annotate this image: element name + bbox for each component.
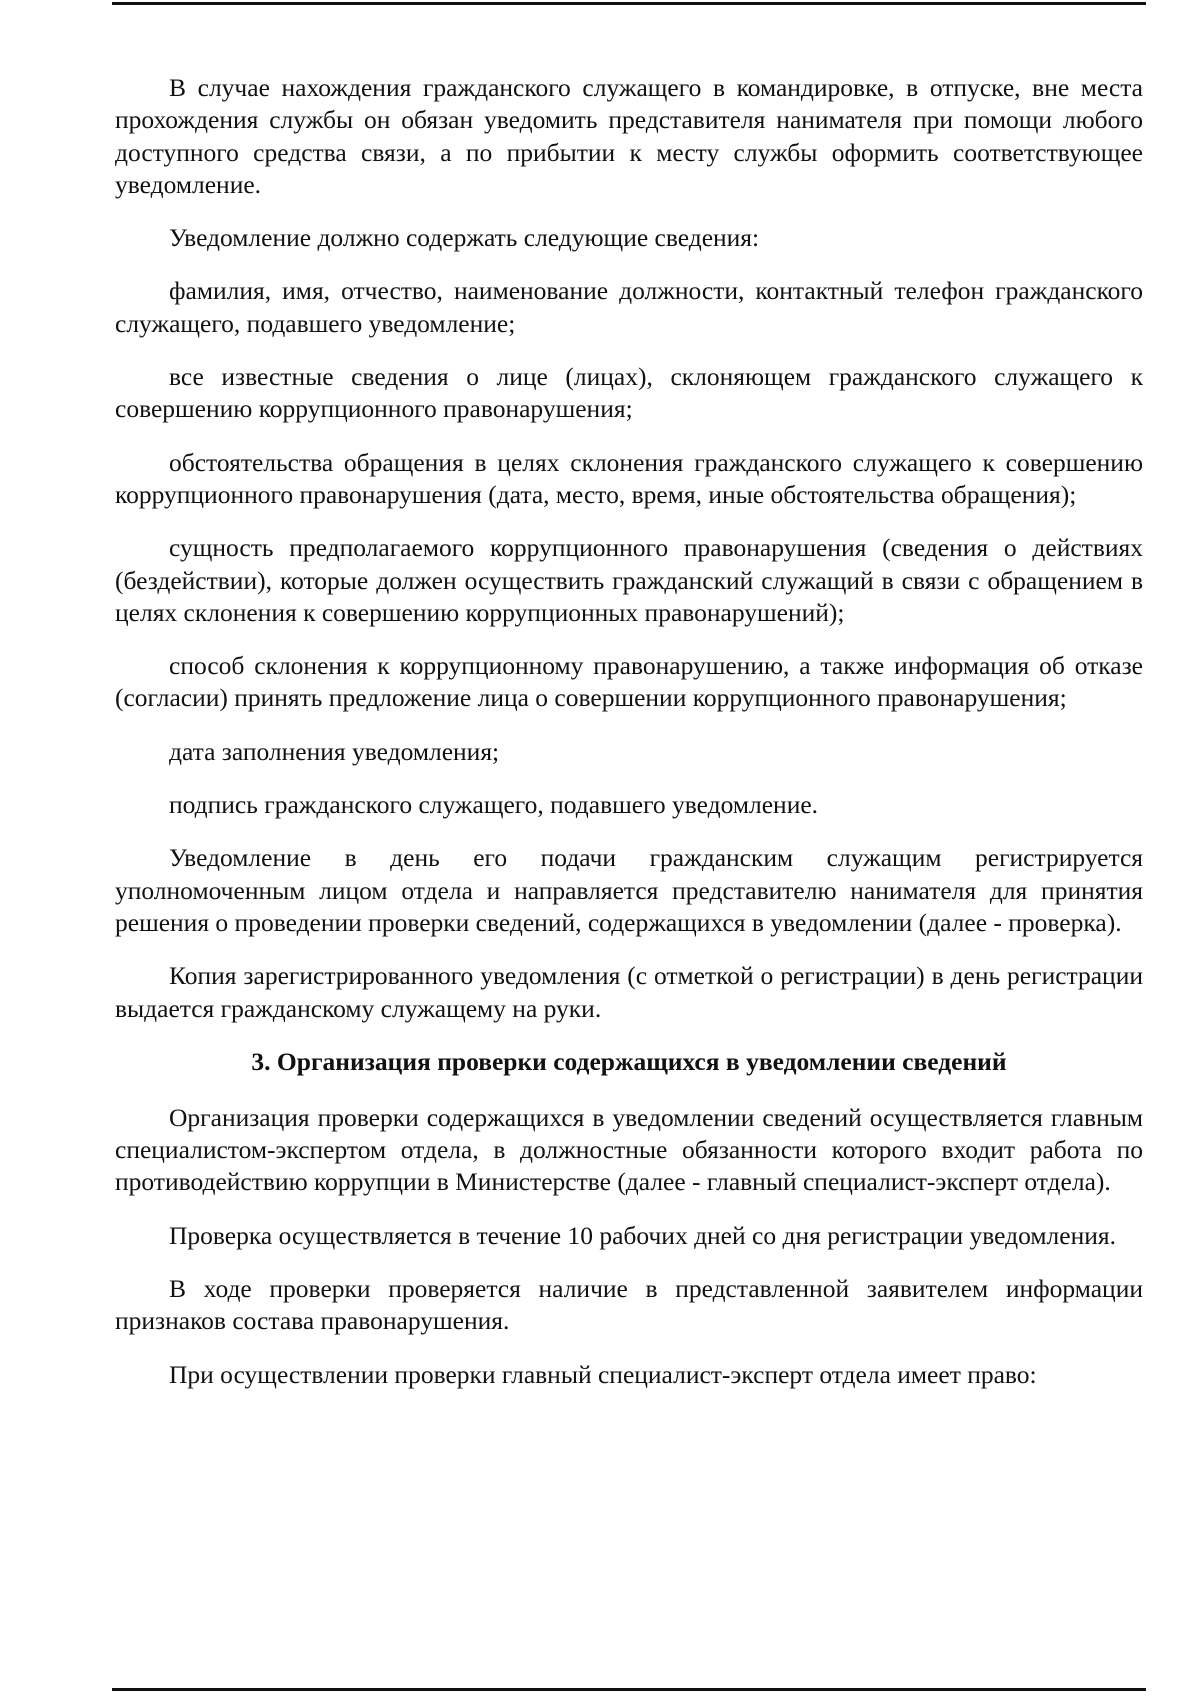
document-body <box>115 72 1143 1412</box>
paragraph: все известные сведения о лице (лицах), склоняющем гражданского служащего к совершению коррупционного правонарушения; <box>115 362 1143 424</box>
paragraph: Уведомление должно содержать следующие сведения: <box>169 223 760 253</box>
paragraph: обстоятельства обращения в целях склонения гражданского служащего к совершению коррупционного правонарушения (дата, место, время, иные обстоятельства обращения); <box>115 447 1143 509</box>
section-heading: 3. Организация проверки содержащихся в уведомлении сведений <box>251 1046 1007 1076</box>
paragraph: Проверка осуществляется в течение 10 рабочих дней со дня регистрации уведомления. <box>169 1220 1116 1250</box>
bottom-rule <box>112 1688 1146 1691</box>
paragraph: фамилия, имя, отчество, наименование должности, контактный телефон гражданского служащего, подавшего уведомление; <box>115 276 1143 338</box>
paragraph: Организация проверки содержащихся в уведомлении сведений осуществляется главным специалистом-экспертом отдела, в должностные обязанности которого входит работа по противодействию коррупции в Министерстве (далее - главный специалист-эксперт отдела). <box>115 1102 1143 1197</box>
paragraph: дата заполнения уведомления; <box>169 736 500 766</box>
paragraph: Уведомление в день его подачи гражданским служащим регистрируется уполномоченным лицом отдела и направляется представителю нанимателя для принятия решения о проведении проверки сведений, содержащихся в уведомлении (далее - проверка). <box>115 843 1143 937</box>
paragraph: В случае нахождения гражданского служащего в командировке, в отпуске, вне места прохождения службы он обязан уведомить представителя нанимателя при помощи любого доступного средства связи, а по прибытии к месту службы оформить соответствующее уведомление. <box>115 73 1143 199</box>
paragraph: сущность предполагаемого коррупционного правонарушения (сведения о действиях (бездействии), которые должен осуществить гражданский служащий в связи с обращением в целях склонения к совершению коррупционных правонарушений); <box>115 533 1143 627</box>
paragraph: В ходе проверки проверяется наличие в представленной заявителем информации признаков состава правонарушения. <box>115 1274 1143 1336</box>
paragraph: Копия зарегистрированного уведомления (с отметкой о регистрации) в день регистрации выдается гражданскому служащему на руки. <box>115 961 1143 1023</box>
top-rule <box>112 2 1146 5</box>
paragraph: способ склонения к коррупционному правонарушению, а также информация об отказе (согласии) принять предложение лица о совершении коррупционного правонарушения; <box>115 651 1143 713</box>
paragraph: подпись гражданского служащего, подавшего уведомление. <box>169 790 819 820</box>
paragraph: При осуществлении проверки главный специалист-эксперт отдела имеет право: <box>169 1359 1037 1389</box>
